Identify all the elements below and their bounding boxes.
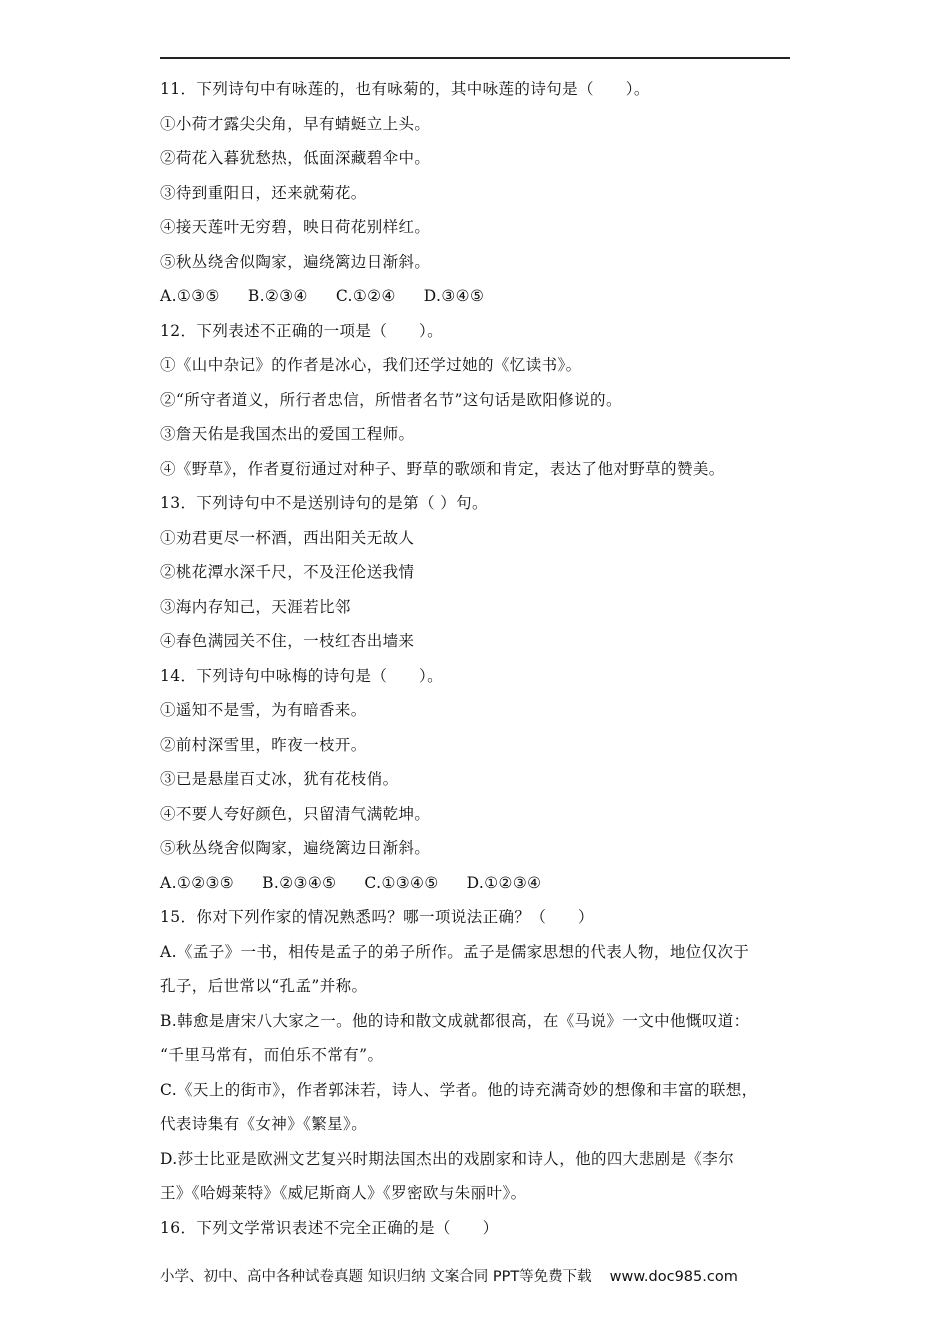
q12-item: ③詹天佑是我国杰出的爱国工程师。 [160,425,415,443]
q15-line: 代表诗集有《女神》《繁星》。 [160,1115,368,1133]
q12-item: ②“所守者道义，所行者忠信，所惜者名节”这句话是欧阳修说的。 [160,390,622,409]
q12-stem: 12．下列表述不正确的一项是（ ）。 [160,321,444,340]
q11-option-a: A.①③⑤ [160,287,220,305]
q14-option-d: D.①②③④ [466,873,542,892]
q14-item: ①遥知不是雪，为有暗香来。 [160,701,367,719]
q11-item: ②荷花入暮犹愁热，低面深藏碧伞中。 [160,149,431,167]
footer-text: 小学、初中、高中各种试卷真题 知识归纳 文案合同 PPT等免费下载 [160,1269,592,1285]
q11-item: ⑤秋丛绕舍似陶家，遍绕篱边日渐斜。 [160,252,431,271]
q11-item: ①小荷才露尖尖角，早有蜻蜓立上头。 [160,114,431,133]
q15-line: “千里马常有，而伯乐不常有”。 [160,1046,384,1064]
q11-options [160,279,802,314]
q11-stem: 11．下列诗句中有咏莲的，也有咏菊的，其中咏莲的诗句是（ ）。 [160,80,650,98]
q14-option-c: C.①③④⑤ [364,873,439,892]
q16-stem: 16．下列文学常识表述不完全正确的是（ ） [160,1218,499,1237]
footer-url[interactable]: www.doc985.com [609,1269,738,1285]
q11-option-c: C.①②④ [335,287,396,305]
q15-line: A.《孟子》一书，相传是孟子的弟子所作。孟子是儒家思想的代表人物，地位仅次于 [160,942,750,961]
q14-option-b: B.②③④⑤ [262,873,337,892]
q14-item: ③已是悬崖百丈冰，犹有花枝俏。 [160,770,399,788]
q11-option-d: D.③④⑤ [423,287,485,305]
q13-item: ③海内存知己，天涯若比邻 [160,597,351,616]
q11-item: ④接天莲叶无穷碧，映日荷花别样红。 [160,218,431,236]
q13-stem: 13．下列诗句中不是送别诗句的是第（ ）句。 [160,494,488,512]
q15-stem: 15．你对下列作家的情况熟悉吗？哪一项说法正确？（ ） [160,908,594,926]
header-rule [160,57,790,59]
q13-item: ②桃花潭水深千尺，不及汪伦送我情 [160,563,415,581]
question-content [160,72,802,1245]
q11-option-b: B.②③④ [247,287,308,305]
q15-line: C.《天上的街市》，作者郭沫若，诗人、学者。他的诗充满奇妙的想像和丰富的联想， [160,1080,758,1099]
q13-item: ④春色满园关不住，一枝红杏出墙来 [160,632,415,650]
page-footer [160,1265,800,1286]
q12-item: ④《野草》，作者夏衍通过对种子、野草的歌颂和肯定，表达了他对野草的赞美。 [160,459,725,478]
q11-item: ③待到重阳日，还来就菊花。 [160,183,367,202]
q14-item: ②前村深雪里，昨夜一枝开。 [160,735,367,754]
q13-item: ①劝君更尽一杯酒，西出阳关无故人 [160,528,415,547]
q14-option-a: A.①②③⑤ [160,873,235,892]
q14-options [160,866,802,901]
q15-line: 孔子，后世常以“孔孟”并称。 [160,977,368,995]
q15-line: B.韩愈是唐宋八大家之一。他的诗和散文成就都很高，在《马说》一文中他慨叹道： [160,1011,750,1030]
q15-line: 王》《哈姆莱特》《威尼斯商人》《罗密欧与朱丽叶》。 [160,1184,527,1202]
q12-item: ①《山中杂记》的作者是冰心，我们还学过她的《忆读书》。 [160,356,582,374]
q15-line: D.莎士比亚是欧洲文艺复兴时期法国杰出的戏剧家和诗人，他的四大悲剧是《李尔 [160,1149,735,1168]
q14-stem: 14．下列诗句中咏梅的诗句是（ ）。 [160,666,444,685]
q14-item: ⑤秋丛绕舍似陶家，遍绕篱边日渐斜。 [160,839,431,857]
q14-item: ④不要人夸好颜色，只留清气满乾坤。 [160,804,431,823]
